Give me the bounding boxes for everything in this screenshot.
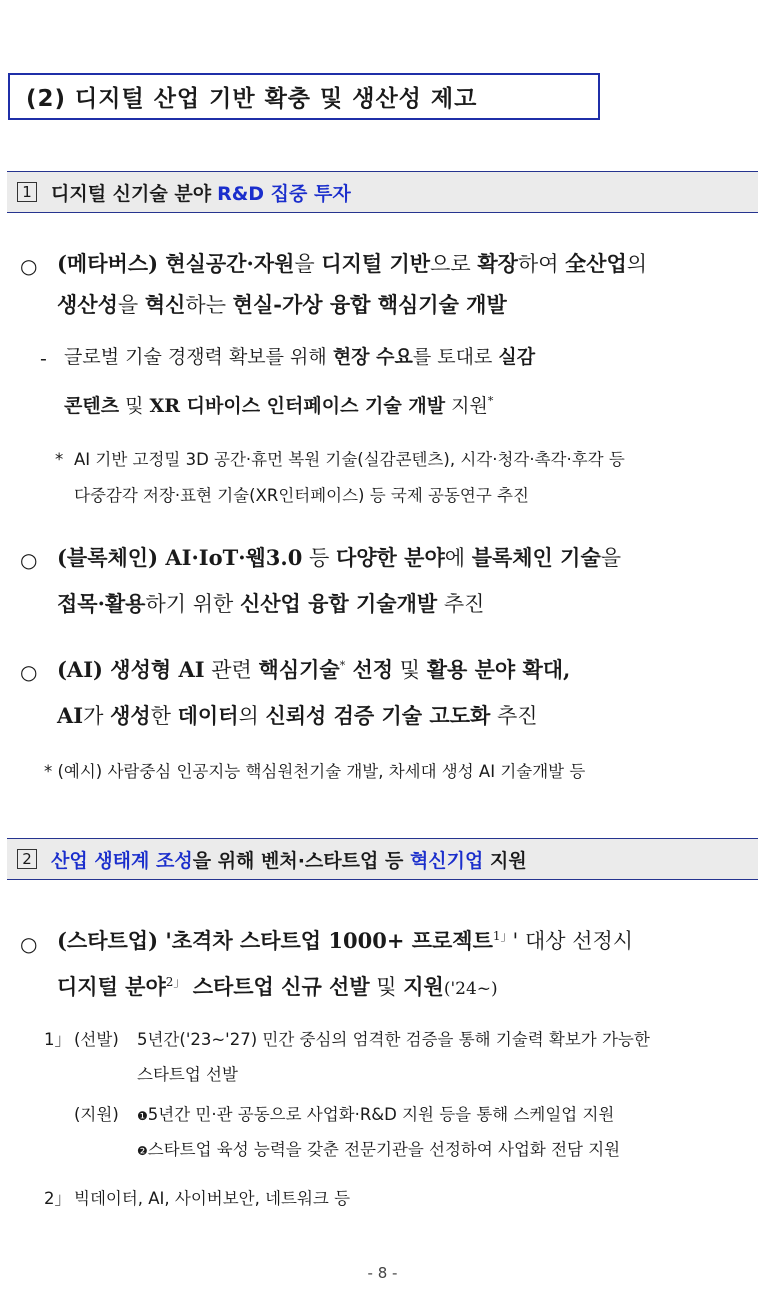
fn1-line-2: 스타트업 선발: [137, 1065, 238, 1084]
p1-note-line-2: 다중감각 저장·표현 기술(XR인터페이스) 등 국제 공동연구 추진: [74, 486, 529, 505]
text-run: 등: [302, 546, 336, 570]
fn1-marker-2: ❷: [137, 1144, 148, 1158]
text-run: 콘텐츠: [64, 395, 120, 417]
p1-line-1: [57, 249, 647, 279]
text-run: 글로벌 기술 경쟁력 확보를 위해: [64, 346, 333, 368]
text-run: 가: [83, 704, 111, 728]
text-run: 지원: [445, 395, 488, 417]
text-run: (메타버스) 현실공간·자원: [57, 251, 295, 276]
subsection-number-1: 1: [17, 182, 37, 202]
text-run: 으로: [430, 252, 478, 276]
p4-line-1b: ' 대상 선정시: [512, 929, 634, 953]
text-run: 및: [119, 395, 150, 417]
text-run: 활용 분야 확대,: [426, 657, 571, 682]
p3-line-1a: [57, 658, 340, 682]
text-run: 현실-가상 융합 핵심기술 개발: [232, 292, 507, 317]
text-run: 하는: [185, 293, 233, 317]
p2-line-1: [57, 543, 621, 573]
p1-line-2: [57, 290, 507, 320]
text-run: (블록체인) AI·IoT·웹3.0: [57, 545, 303, 570]
page-number: - 8 -: [367, 1264, 398, 1282]
p1-note-line-1: AI 기반 고정밀 3D 공간·휴먼 복원 기술(실감콘텐츠), 시각·청각·촉각·후각 등: [74, 450, 625, 469]
subsection-2-title: [51, 846, 527, 873]
text-run: 핵심기술: [258, 657, 340, 682]
p2-line-2: [57, 589, 484, 619]
text-run: 에: [444, 546, 472, 570]
bullet-4: ○: [20, 932, 38, 956]
text-run: 생산성: [57, 292, 118, 317]
fn1-line-4-text: 스타트업 육성 능력을 갖춘 전문기관을 선정하여 사업화 전담 지원: [147, 1140, 621, 1159]
p3-note: * (예시) 사람중심 인공지능 핵심원천기술 개발, 차세대 생성 AI 기술개발 등: [44, 762, 586, 781]
section-title: [8, 73, 600, 120]
p3-line-1: [57, 655, 570, 685]
text-run: 혁신기업: [409, 849, 484, 872]
fn1-tag: (선발): [74, 1030, 119, 1049]
text-run: 추진: [490, 704, 538, 728]
fn1-line-4: [137, 1138, 620, 1163]
text-run: XR 디바이스 인터페이스 기술 개발: [149, 395, 446, 417]
text-run: 지원: [483, 849, 527, 872]
bullet-2: ○: [20, 548, 38, 572]
p1-sub-sup: *: [487, 394, 494, 408]
p1-dash: -: [40, 348, 47, 370]
text-run: 생성: [110, 703, 151, 728]
fn1-line-1: 5년간('23~'27) 민간 중심의 엄격한 검증을 통해 기술력 확보가 가능한: [137, 1030, 650, 1049]
section-title-text: (2) 디지털 산업 기반 확충 및 생산성 제고: [26, 86, 478, 112]
p4-line-1a: (스타트업) '초격차 스타트업 1000+ 프로젝트: [57, 928, 493, 953]
subsection-number-2: 2: [17, 849, 37, 869]
p3-line-2: [57, 701, 538, 731]
fn1-line-3-text: 5년간 민·관 공동으로 사업화·R&D 지원 등을 통해 스케일업 지원: [147, 1105, 615, 1124]
text-run: 디지털 기반: [321, 251, 431, 276]
bullet-3: ○: [20, 660, 38, 684]
text-run: 관련: [204, 658, 259, 682]
text-run: 신뢰성 검증 기술 고도화: [265, 703, 491, 728]
p4-sup-2: 2」: [165, 975, 186, 989]
text-run: 블록체인 기술: [471, 545, 601, 570]
text-run: 현장 수요: [332, 346, 413, 368]
text-run: 의: [626, 252, 648, 276]
fn1-marker-1: ❶: [137, 1109, 148, 1123]
p4-line-2e: ('24~): [443, 979, 498, 999]
fn1-tag-2: (지원): [74, 1105, 119, 1124]
p4-line-2: [57, 972, 498, 1004]
subsection-1-title-b: R&D 집중 투자: [217, 182, 351, 205]
bullet-1: ○: [20, 254, 38, 278]
p4-line-1: [57, 926, 633, 956]
text-run: 을: [294, 252, 322, 276]
p4-sup-1: 1」: [492, 929, 513, 943]
text-run: 다양한 분야: [335, 545, 445, 570]
text-run: 추진: [437, 592, 485, 616]
p4-line-2b: 스타트업 신규 선발: [185, 974, 370, 999]
p4-line-2d: 지원: [403, 974, 444, 999]
text-run: 혁신: [144, 292, 186, 317]
subsection-header-1: [7, 171, 758, 213]
text-run: 접목·활용: [57, 591, 146, 616]
text-run: 을: [600, 546, 622, 570]
text-run: AI: [57, 703, 84, 728]
p1-sub-line-2: [64, 392, 493, 420]
subsection-header-2: [7, 838, 758, 880]
fn2-text: 빅데이터, AI, 사이버보안, 네트워크 등: [74, 1189, 351, 1208]
text-run: 산업 생태계 조성: [51, 849, 193, 872]
text-run: 데이터: [177, 703, 239, 728]
text-run: 확장: [477, 251, 518, 276]
text-run: 를 토대로: [412, 346, 499, 368]
text-run: 하여: [517, 252, 566, 276]
text-run: 및: [393, 658, 427, 682]
text-run: 신산업 융합 기술개발: [239, 591, 438, 616]
p1-sub-line-2-runs: [64, 395, 488, 417]
p4-line-2c: 및: [369, 975, 404, 999]
p3-line-1b: [345, 658, 570, 682]
text-run: (AI) 생성형 AI: [57, 657, 205, 682]
text-run: 실감: [498, 346, 536, 368]
text-run: 을 위해 벤처·스타트업 등: [192, 849, 410, 872]
text-run: 선정: [345, 657, 394, 682]
text-run: 全산업: [565, 251, 627, 276]
p1-sub-line-1: [64, 343, 535, 371]
subsection-1-title-a: 디지털 신기술 분야: [51, 182, 212, 205]
fn1-line-3: [137, 1103, 614, 1128]
fn2-label: 2」: [44, 1189, 71, 1208]
text-run: 하기 위한: [145, 592, 240, 616]
p1-note-star: *: [55, 450, 64, 469]
fn1-label: 1」: [44, 1030, 71, 1049]
text-run: 의: [238, 704, 266, 728]
p3-sup: *: [339, 659, 346, 672]
text-run: 한: [150, 704, 178, 728]
p4-line-2a: 디지털 분야: [57, 974, 166, 999]
text-run: 을: [117, 293, 145, 317]
